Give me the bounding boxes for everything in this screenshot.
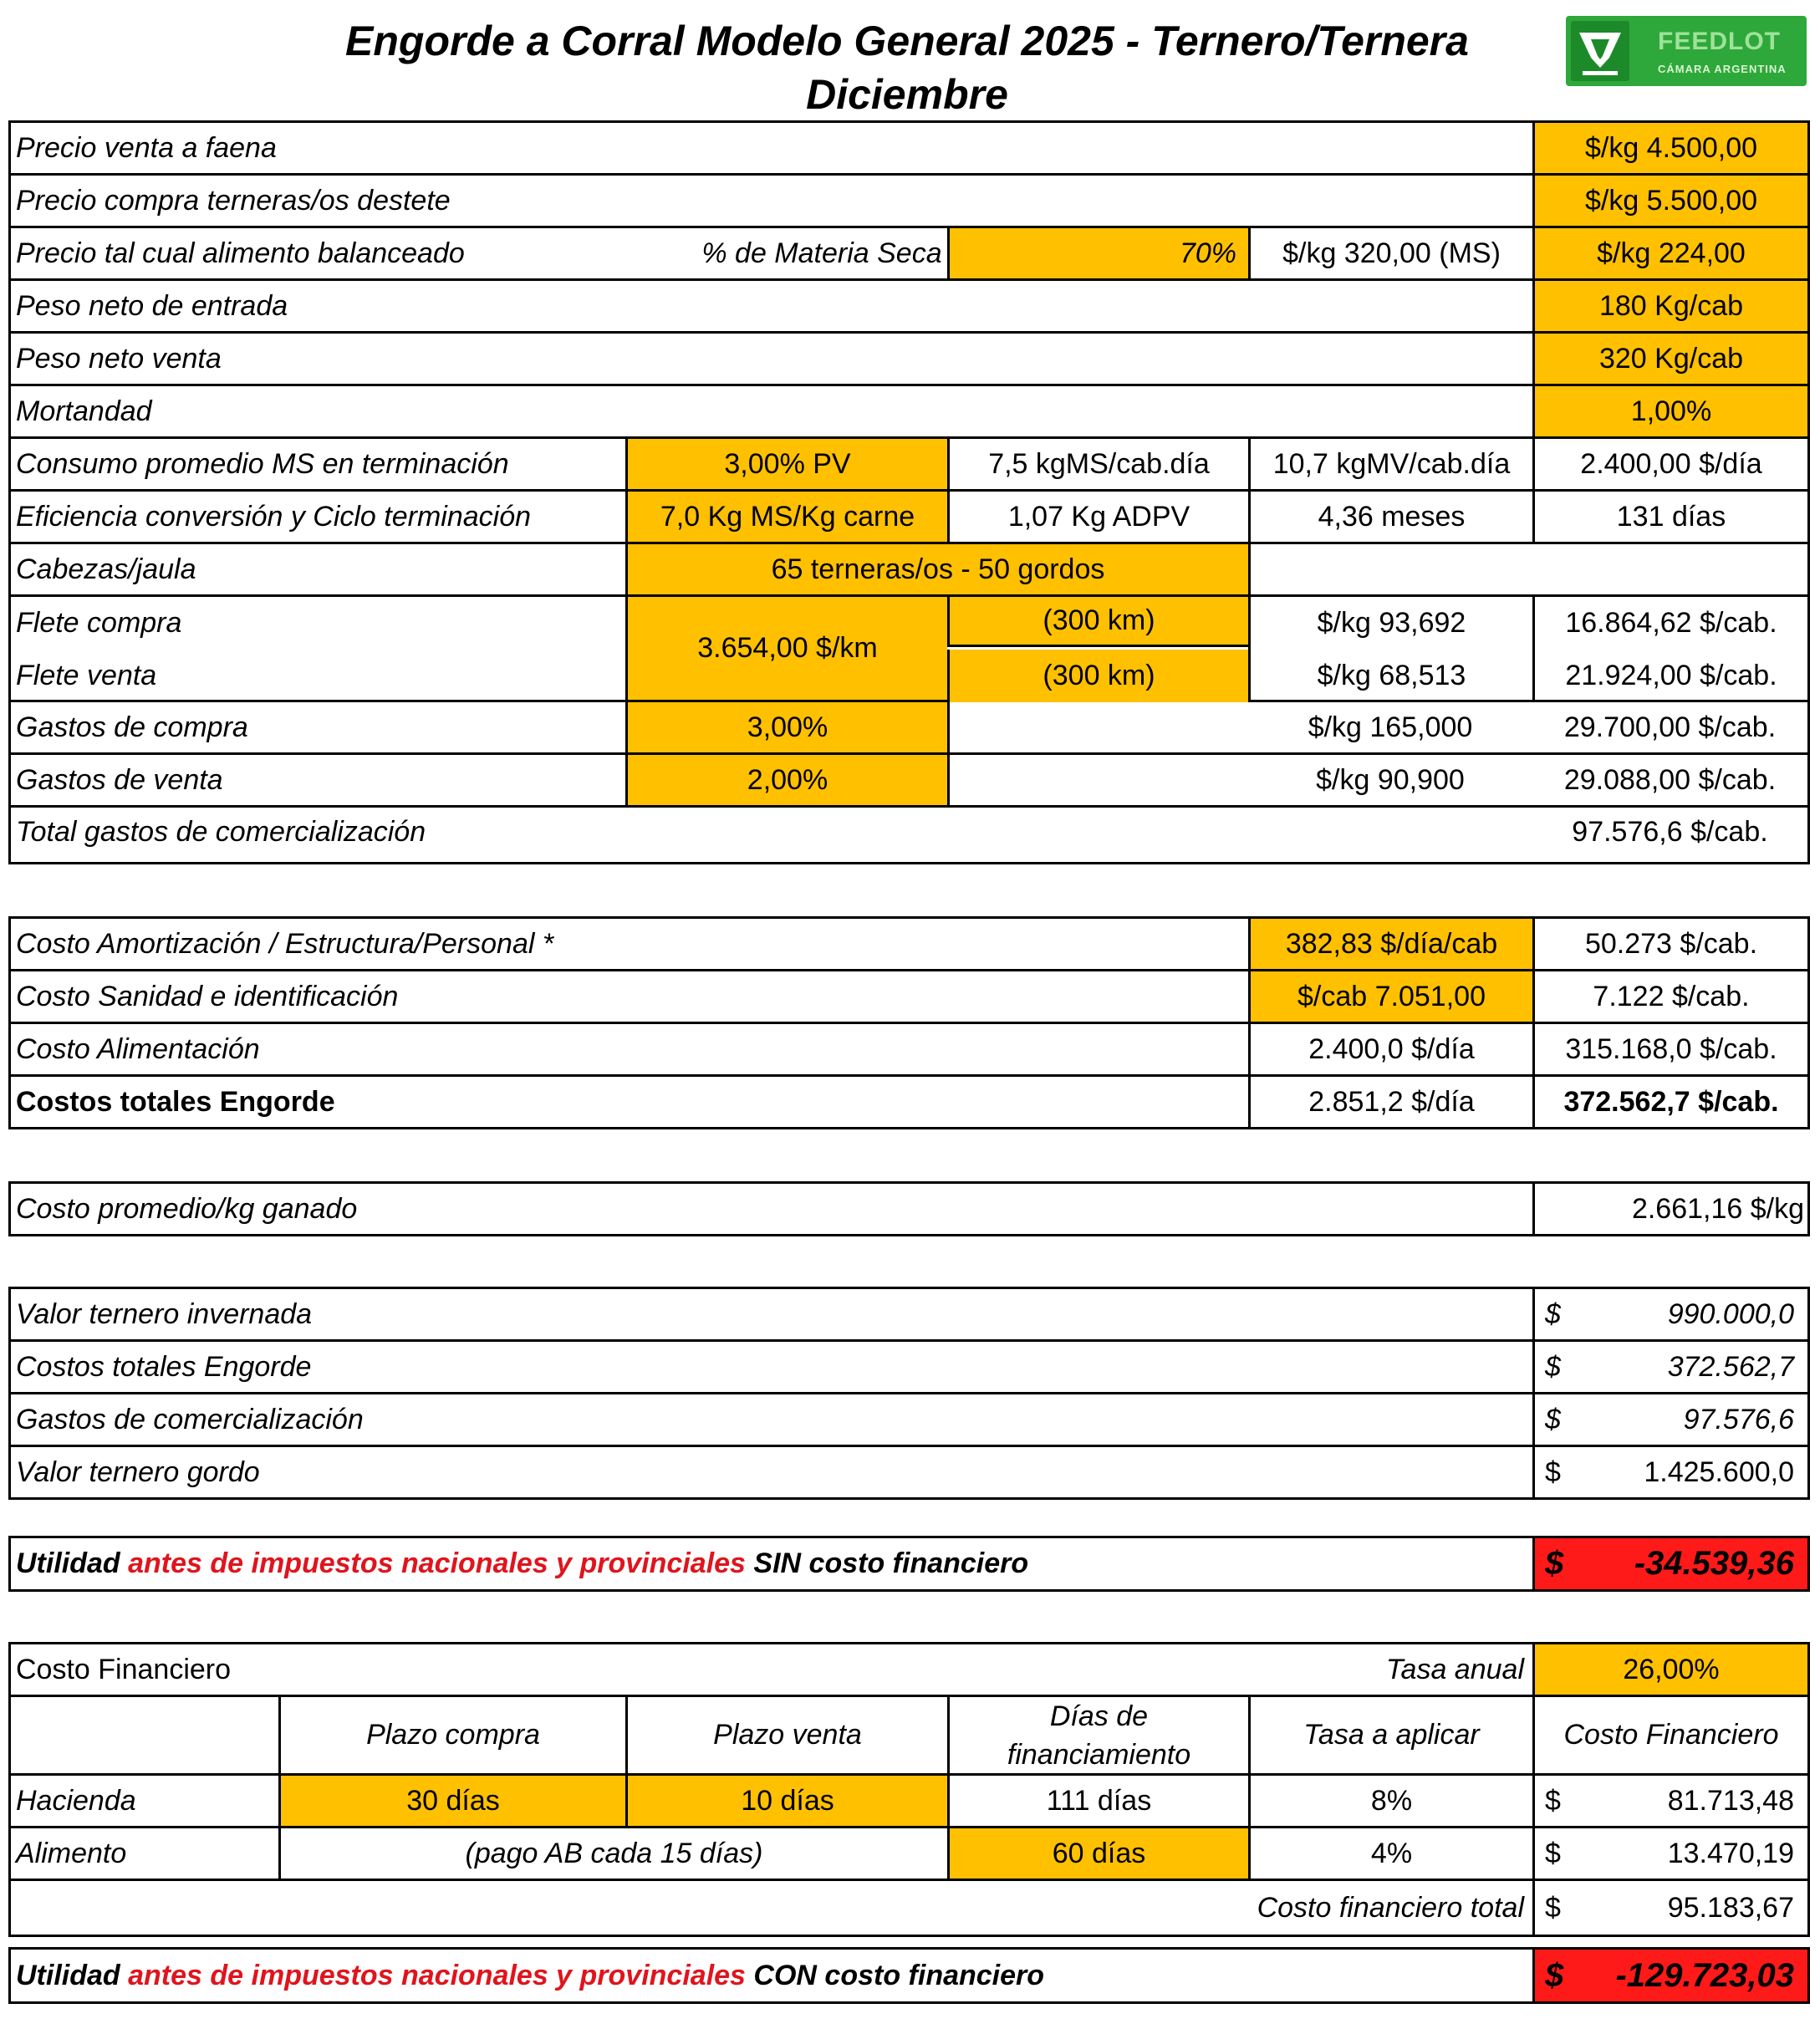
utilidad-con-label: [11, 1950, 1532, 2001]
table-row: [11, 1024, 1807, 1077]
tasa-anual-value[interactable]: 26,00%: [1532, 1644, 1807, 1695]
table-row: [11, 1077, 1807, 1127]
ciclo-meses: 4,36 meses: [1248, 492, 1532, 542]
table-row: [11, 281, 1807, 334]
totales-value: 372.562,7 $/cab.: [1532, 1077, 1807, 1127]
row-label: Costos totales Engorde: [16, 1085, 335, 1118]
row-label: Precio tal cual alimento balanceado: [16, 237, 465, 269]
row-label: Cabezas/jaula: [16, 553, 196, 585]
currency-sign: $: [1545, 1956, 1564, 1994]
parameters-table: [8, 120, 1810, 864]
flete-rate[interactable]: 3.654,00 $/km: [625, 597, 947, 700]
amount: 1.425.600,0: [1644, 1455, 1794, 1488]
amount: 990.000,0: [1667, 1297, 1794, 1330]
currency-sign: $: [1545, 1545, 1564, 1582]
gastos-venta-kg: $/kg 90,900: [1316, 763, 1465, 796]
gastos-compra-pct[interactable]: 3,00%: [625, 702, 947, 752]
consumo-dia: 2.400,00 $/día: [1532, 439, 1807, 489]
flete-venta-label: Flete venta: [16, 660, 157, 691]
ciclo-dias: 131 días: [1532, 492, 1807, 542]
row-label: Mortandad: [16, 395, 152, 427]
amount: 13.470,19: [1667, 1837, 1794, 1869]
table-row: [11, 808, 1807, 857]
financial-cost-table: [8, 1642, 1810, 1937]
sanidad-value: 7.122 $/cab.: [1532, 971, 1807, 1022]
row-label: Costo Amortización / Estructura/Personal *: [16, 927, 554, 960]
flete-block: [11, 597, 1807, 702]
costs-table: [8, 916, 1810, 1129]
amount: 372.562,7: [1667, 1350, 1794, 1383]
mortandad-value[interactable]: 1,00%: [1532, 386, 1807, 436]
costo-financiero-total-label: Costo financiero total: [1257, 1891, 1524, 1924]
table-row: [11, 123, 1807, 176]
header-dias-line1: Días de: [1049, 1700, 1149, 1732]
alimento-dias[interactable]: 60 días: [947, 1828, 1248, 1879]
precio-alimento-value[interactable]: $/kg 224,00: [1532, 228, 1807, 278]
table-row: [11, 755, 1807, 808]
hacienda-tasa: 8%: [1248, 1776, 1532, 1826]
header-plazo-venta: Plazo venta: [625, 1697, 947, 1773]
table-row: [11, 1881, 1807, 1935]
row-label: Hacienda: [16, 1784, 136, 1817]
amount: -34.539,36: [1634, 1545, 1794, 1582]
utilidad-condition: CON costo financiero: [753, 1959, 1045, 1991]
row-label: Eficiencia conversión y Ciclo terminación: [16, 500, 532, 533]
currency-sign: $: [1545, 1891, 1561, 1924]
alimento-tasa: 4%: [1248, 1828, 1532, 1879]
header-dias-line2: financiamiento: [1007, 1738, 1191, 1771]
page-title-line1: Engorde a Corral Modelo General 2025 - Ternero/Ternera: [345, 18, 1469, 64]
adpv: 1,07 Kg ADPV: [947, 492, 1248, 542]
flete-compra-cab: 16.864,62 $/cab.: [1532, 597, 1807, 650]
empty-cell: [947, 702, 1248, 752]
table-row: [11, 1644, 1807, 1697]
financiero-title: Costo Financiero: [16, 1653, 232, 1685]
table-row: [11, 702, 1807, 755]
table-row: [11, 439, 1807, 492]
amount: 95.183,67: [1667, 1891, 1794, 1924]
utilidad-condition: SIN costo financiero: [753, 1547, 1029, 1579]
currency-sign: $: [1545, 1350, 1561, 1383]
currency-sign: $: [1545, 1297, 1561, 1330]
flete-compra-label: Flete compra: [16, 607, 182, 639]
hacienda-dias: 111 días: [947, 1776, 1248, 1826]
header-plazo-compra: Plazo compra: [278, 1697, 625, 1773]
cabezas-value[interactable]: 65 terneras/os - 50 gordos: [625, 544, 1248, 594]
sanidad-rate[interactable]: $/cab 7.051,00: [1248, 971, 1532, 1022]
currency-sign: $: [1545, 1403, 1561, 1435]
table-row: [11, 386, 1807, 439]
row-label: Alimento: [16, 1837, 127, 1869]
flete-venta-kg: $/kg 68,513: [1248, 650, 1532, 702]
summary-value: [1532, 1447, 1807, 1497]
row-label: Peso neto de entrada: [16, 289, 288, 322]
amount: 97.576,6: [1683, 1403, 1794, 1435]
table-row: [11, 1538, 1807, 1589]
cattle-head-icon: [1571, 21, 1629, 81]
amortizacion-rate[interactable]: 382,83 $/día/cab: [1248, 919, 1532, 969]
total-gastos-value: 97.576,6 $/cab.: [1572, 816, 1768, 848]
row-label: Precio venta a faena: [16, 131, 277, 164]
gastos-compra-cab: 29.700,00 $/cab.: [1563, 711, 1777, 743]
header-costo: Costo Financiero: [1532, 1697, 1807, 1773]
flete-compra-kg: $/kg 93,692: [1248, 597, 1532, 650]
table-row: [11, 334, 1807, 386]
page-title-line2: Diciembre: [806, 71, 1008, 118]
utilidad-sin-value: [1532, 1538, 1807, 1589]
table-row: [11, 971, 1807, 1024]
tasa-label: Tasa anual: [1385, 1653, 1524, 1685]
table-row: [11, 1342, 1807, 1394]
flete-venta-km[interactable]: (300 km): [947, 650, 1248, 702]
empty-cell: [11, 1697, 278, 1773]
row-label: Peso neto venta: [16, 342, 222, 375]
logo-text: FEEDLOT: [1658, 28, 1781, 55]
summary-value: [1532, 1342, 1807, 1392]
utilidad-word: Utilidad: [16, 1959, 120, 1991]
table-row: [11, 228, 1807, 281]
header-tasa: Tasa a aplicar: [1248, 1697, 1532, 1773]
header-dias: [947, 1697, 1248, 1773]
gastos-venta-pct[interactable]: 2,00%: [625, 755, 947, 805]
row-label: Consumo promedio MS en terminación: [16, 447, 509, 480]
utilidad-word: Utilidad: [16, 1547, 120, 1579]
consumo-mv: 10,7 kgMV/cab.día: [1248, 439, 1532, 489]
row-label: Valor ternero gordo: [16, 1455, 260, 1488]
gastos-venta-cab: 29.088,00 $/cab.: [1563, 763, 1777, 796]
materia-seca-value[interactable]: 70%: [947, 228, 1248, 278]
currency-sign: $: [1545, 1455, 1561, 1488]
hacienda-plazo-venta[interactable]: 10 días: [625, 1776, 947, 1826]
alimento-nota: (pago AB cada 15 días): [278, 1828, 947, 1879]
utilidad-qualifier: antes de impuestos nacionales y provinciales: [128, 1547, 746, 1579]
amount: 81.713,48: [1667, 1784, 1794, 1817]
table-row: [11, 1950, 1807, 2001]
feedlot-logo: [1566, 16, 1807, 86]
row-label: Precio compra terneras/os destete: [16, 184, 451, 217]
row-label: Gastos de compra: [16, 711, 248, 743]
utilidad-con-value: [1532, 1950, 1807, 2001]
consumo-pv[interactable]: 3,00% PV: [625, 439, 947, 489]
table-row: [11, 1447, 1807, 1497]
utilidad-sin-table: [8, 1536, 1810, 1592]
row-label: Gastos de comercialización: [16, 1403, 364, 1435]
table-row: [11, 1289, 1807, 1342]
row-label: Costo Sanidad e identificación: [16, 980, 399, 1012]
empty-cell: [947, 755, 1248, 805]
amortizacion-value: 50.273 $/cab.: [1532, 919, 1807, 969]
table-row: [11, 1828, 1807, 1881]
row-label: Costo Alimentación: [16, 1032, 260, 1065]
costo-promedio-value: 2.661,16 $/kg: [1532, 1184, 1807, 1234]
totales-rate: 2.851,2 $/día: [1248, 1077, 1532, 1127]
table-row: [11, 1394, 1807, 1447]
amount: -129.723,03: [1615, 1956, 1794, 1994]
average-cost-table: [8, 1181, 1810, 1236]
hacienda-plazo-compra[interactable]: 30 días: [278, 1776, 625, 1826]
utilidad-con-table: [8, 1947, 1810, 2004]
row-label: Costos totales Engorde: [16, 1350, 312, 1383]
hacienda-costo: [1532, 1776, 1807, 1826]
utilidad-qualifier: antes de impuestos nacionales y provinciales: [128, 1959, 746, 1991]
consumo-ms: 7,5 kgMS/cab.día: [947, 439, 1248, 489]
table-row: [11, 1184, 1807, 1234]
logo-subtext: CÁMARA ARGENTINA: [1658, 63, 1787, 75]
peso-entrada-value[interactable]: 180 Kg/cab: [1532, 281, 1807, 331]
table-row: [11, 544, 1807, 597]
row-label: Costo promedio/kg ganado: [16, 1192, 358, 1225]
ms-price: $/kg 320,00 (MS): [1248, 228, 1532, 278]
alimentacion-rate: 2.400,0 $/día: [1248, 1024, 1532, 1074]
table-row: [11, 1776, 1807, 1828]
gastos-compra-kg: $/kg 165,000: [1308, 711, 1473, 743]
precio-compra-value[interactable]: $/kg 5.500,00: [1532, 176, 1807, 226]
flete-venta-cab: 21.924,00 $/cab.: [1532, 650, 1807, 702]
summary-table: [8, 1287, 1810, 1500]
flete-compra-km[interactable]: (300 km): [947, 597, 1248, 647]
peso-venta-value[interactable]: 320 Kg/cab: [1532, 334, 1807, 384]
alimentacion-value: 315.168,0 $/cab.: [1532, 1024, 1807, 1074]
alimento-costo: [1532, 1828, 1807, 1879]
summary-value: [1532, 1394, 1807, 1445]
table-row: [11, 492, 1807, 544]
row-label: Total gastos de comercialización: [16, 816, 426, 848]
materia-seca-label: % de Materia Seca: [701, 237, 942, 269]
empty-cell: [1248, 544, 1807, 594]
summary-value: [1532, 1289, 1807, 1339]
currency-sign: $: [1545, 1837, 1561, 1869]
costo-financiero-total-value: [1532, 1881, 1807, 1935]
table-row: [11, 919, 1807, 971]
currency-sign: $: [1545, 1784, 1561, 1817]
table-row: [11, 1697, 1807, 1776]
eficiencia-conversion[interactable]: 7,0 Kg MS/Kg carne: [625, 492, 947, 542]
row-label: Valor ternero invernada: [16, 1297, 313, 1330]
precio-venta-value[interactable]: $/kg 4.500,00: [1532, 123, 1807, 173]
table-row: [11, 176, 1807, 228]
utilidad-sin-label: [11, 1538, 1532, 1589]
row-label: Gastos de venta: [16, 763, 223, 796]
